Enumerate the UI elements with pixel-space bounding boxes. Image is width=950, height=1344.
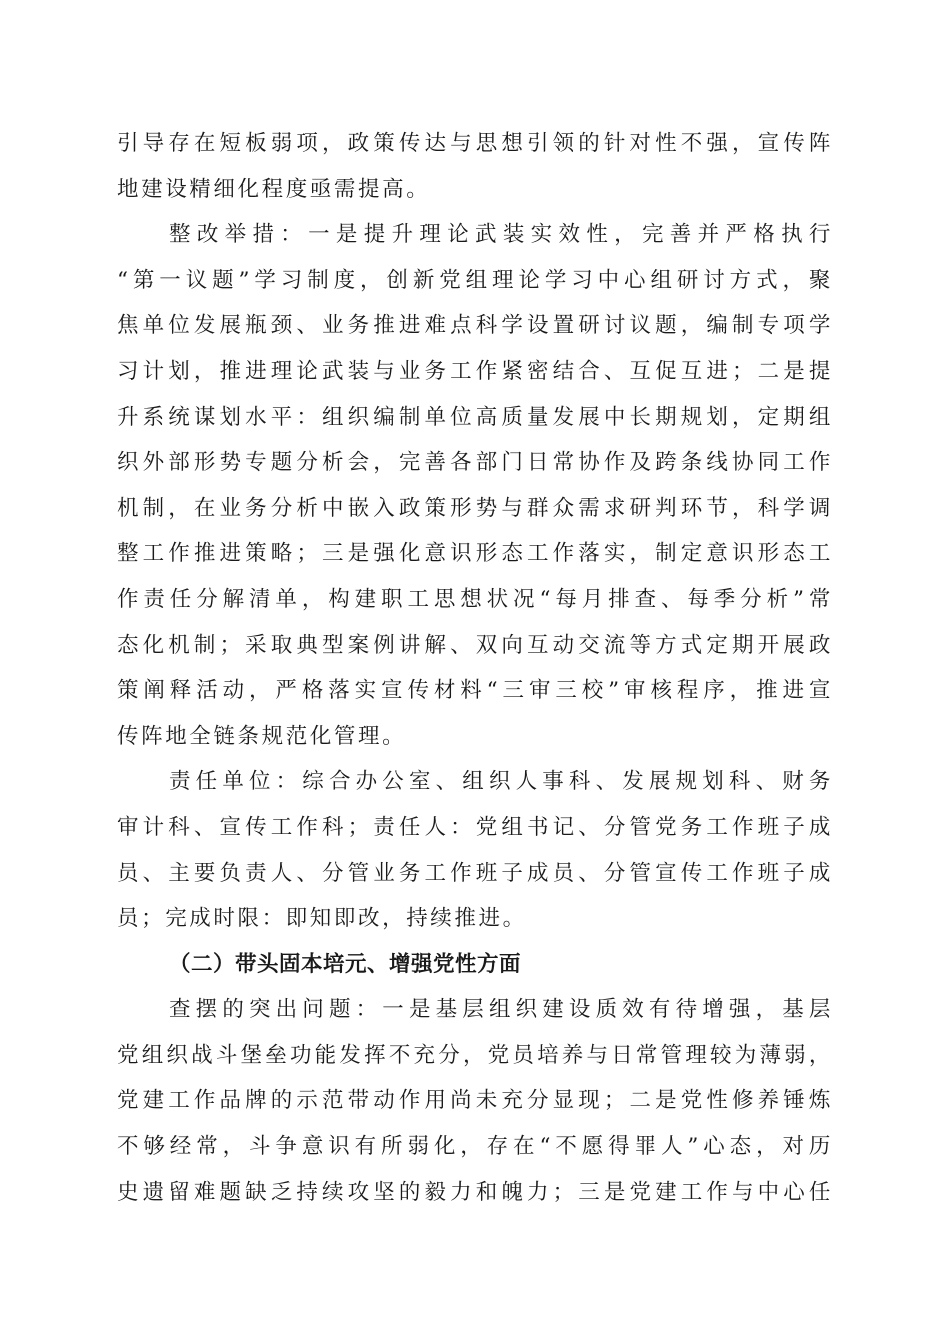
paragraph-line: 员、主要负责人、分管业务工作班子成员、分管宣传工作班子成 [117, 860, 833, 886]
paragraph-line: 机制，在业务分析中嵌入政策形势与群众需求研判环节，科学调 [117, 495, 833, 521]
paragraph-line: 传阵地全链条规范化管理。 [117, 723, 407, 749]
paragraph-line: 审计科、宣传工作科；责任人：党组书记、分管党务工作班子成 [117, 814, 833, 840]
paragraph-line: 史遗留难题缺乏持续攻坚的毅力和魄力；三是党建工作与中心任 [117, 1179, 833, 1205]
paragraph-line: 升系统谋划水平：组织编制单位高质量发展中长期规划，定期组 [117, 404, 833, 430]
paragraph-line: 态化机制；采取典型案例讲解、双向互动交流等方式定期开展政 [117, 632, 833, 658]
paragraph-line: 作责任分解清单，构建职工思想状况“每月排查、每季分析”常 [117, 586, 833, 612]
document-page [117, 121, 833, 1215]
paragraph-line: 员；完成时限：即知即改，持续推进。 [117, 906, 527, 932]
paragraph-line: 党组织战斗堡垒功能发挥不充分，党员培养与日常管理较为薄弱， [117, 1042, 833, 1068]
paragraph-line: “第一议题”学习制度，创新党组理论学习中心组研讨方式，聚 [117, 267, 833, 293]
paragraph-line: 不够经常，斗争意识有所弱化，存在“不愿得罪人”心态，对历 [117, 1134, 833, 1160]
paragraph-line: 习计划，推进理论武装与业务工作紧密结合、互促互进；二是提 [117, 358, 833, 384]
section-heading: （二）带头固本培元、增强党性方面 [169, 951, 522, 977]
paragraph-line: 焦单位发展瓶颈、业务推进难点科学设置研讨议题，编制专项学 [117, 313, 833, 339]
paragraph-line: 策阐释活动，严格落实宣传材料“三审三校”审核程序，推进宣 [117, 678, 833, 704]
paragraph-line-problems-found: 查摆的突出问题：一是基层组织建设质效有待增强，基层 [169, 997, 833, 1023]
paragraph-line: 引导存在短板弱项，政策传达与思想引领的针对性不强，宣传阵 [117, 131, 833, 156]
paragraph-line: 地建设精细化程度亟需提高。 [117, 176, 431, 202]
paragraph-line-rectification-measures: 整改举措：一是提升理论武装实效性，完善并严格执行 [169, 222, 833, 248]
paragraph-line: 整工作推进策略；三是强化意识形态工作落实，制定意识形态工 [117, 541, 833, 567]
paragraph-line: 织外部形势专题分析会，完善各部门日常协作及跨条线协同工作 [117, 450, 833, 476]
paragraph-line-responsible-units: 责任单位：综合办公室、组织人事科、发展规划科、财务 [169, 769, 833, 795]
paragraph-line: 党建工作品牌的示范带动作用尚未充分显现；二是党性修养锤炼 [117, 1088, 833, 1114]
